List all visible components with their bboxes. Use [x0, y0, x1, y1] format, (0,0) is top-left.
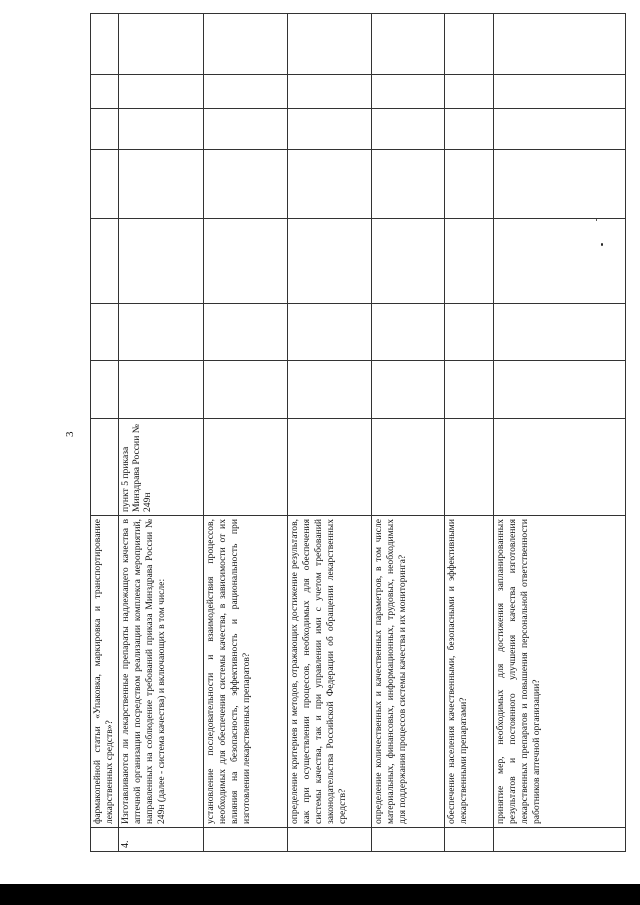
answer-cell — [119, 361, 204, 419]
answer-cell — [445, 109, 494, 150]
answer-cell — [288, 304, 372, 361]
answer-cell — [91, 14, 119, 75]
scan-bottom-border — [0, 884, 640, 905]
answer-cell — [204, 75, 288, 109]
checklist-table-rotated — [90, 14, 625, 852]
reference-cell — [494, 419, 626, 516]
answer-cell — [204, 14, 288, 75]
number-cell — [445, 828, 494, 852]
answer-cell — [204, 150, 288, 219]
answer-cell — [288, 109, 372, 150]
answer-cell — [119, 109, 204, 150]
answer-cell — [372, 219, 445, 304]
answer-cell — [494, 109, 626, 150]
answer-cell — [494, 219, 626, 304]
reference-cell — [445, 419, 494, 516]
answer-cell — [204, 361, 288, 419]
answer-cell — [91, 219, 119, 304]
number-cell — [494, 828, 626, 852]
answer-cell — [372, 361, 445, 419]
answer-cell — [204, 109, 288, 150]
reference-cell — [372, 419, 445, 516]
answer-cell — [288, 14, 372, 75]
answer-cell — [494, 75, 626, 109]
page-number: 3 — [64, 431, 76, 437]
answer-cell — [288, 361, 372, 419]
table-row — [204, 14, 288, 852]
answer-cell — [119, 304, 204, 361]
answer-cell — [372, 109, 445, 150]
table-row — [372, 14, 445, 852]
answer-cell — [372, 14, 445, 75]
answer-cell — [204, 219, 288, 304]
question-cell: фармакопейной статьи «Упаковка, маркировка и транспортирование лекарственных средств»? — [91, 516, 119, 828]
answer-cell — [288, 75, 372, 109]
answer-cell — [494, 14, 626, 75]
answer-cell — [445, 75, 494, 109]
question-cell: обеспечение населения качественными, безопасными и эффективными лекарственными препаратами? — [445, 516, 494, 828]
answer-cell — [119, 14, 204, 75]
answer-cell — [91, 361, 119, 419]
table-row — [494, 14, 626, 852]
number-cell — [372, 828, 445, 852]
answer-cell — [372, 150, 445, 219]
answer-cell — [494, 304, 626, 361]
number-cell — [204, 828, 288, 852]
answer-cell — [445, 361, 494, 419]
question-cell: определение критериев и методов, отражающих достижение результатов, как при осуществлении процессов, необходимых для обеспечения системы качества, так и при управлении ими с учетом требований законодательства Российской Федерации об обращении лекарственных средств? — [288, 516, 372, 828]
table-row — [445, 14, 494, 852]
answer-cell — [445, 150, 494, 219]
answer-cell — [288, 150, 372, 219]
table-row — [119, 14, 204, 852]
answer-cell — [445, 304, 494, 361]
answer-cell — [91, 304, 119, 361]
answer-cell — [91, 109, 119, 150]
reference-cell — [204, 419, 288, 516]
number-cell: 4. — [119, 828, 204, 852]
table-row — [91, 14, 119, 852]
answer-cell — [91, 150, 119, 219]
answer-cell — [119, 150, 204, 219]
table-row — [288, 14, 372, 852]
answer-cell — [119, 219, 204, 304]
answer-cell — [372, 304, 445, 361]
answer-cell — [372, 75, 445, 109]
reference-cell — [91, 419, 119, 516]
answer-cell — [445, 14, 494, 75]
answer-cell — [494, 361, 626, 419]
answer-cell — [288, 219, 372, 304]
number-cell — [91, 828, 119, 852]
checklist-table — [90, 13, 626, 852]
question-cell: Изготавливаются ли лекарственные препараты надлежащего качества в аптечной организации посредством реализации комплекса мероприятий, направленных на соблюдение требований приказа Минздрава России № 249н (далее - система качества) и включающих в том числе: — [119, 516, 204, 828]
answer-cell — [445, 219, 494, 304]
answer-cell — [119, 75, 204, 109]
question-cell: определение количественных и качественных параметров, в том числе материальных, финансовых, информационных, трудовых, необходимых для поддержания процессов системы качества и их мониторинга? — [372, 516, 445, 828]
question-cell: принятие мер, необходимых для достижения запланированных результатов и постоянного улучшения качества изготовления лекарственных препаратов и повышения персональной ответственности работников аптечной организации? — [494, 516, 626, 828]
answer-cell — [494, 150, 626, 219]
number-cell — [288, 828, 372, 852]
reference-cell — [288, 419, 372, 516]
question-cell: установление последовательности и взаимодействия процессов, необходимых для обеспечения системы качества, в зависимости от их влияния на безопасность, эффективность и рациональность при изготовлении лекарственных препаратов? — [204, 516, 288, 828]
answer-cell — [91, 75, 119, 109]
answer-cell — [204, 304, 288, 361]
reference-cell: пункт 5 приказа Минздрава России № 249н — [119, 419, 204, 516]
